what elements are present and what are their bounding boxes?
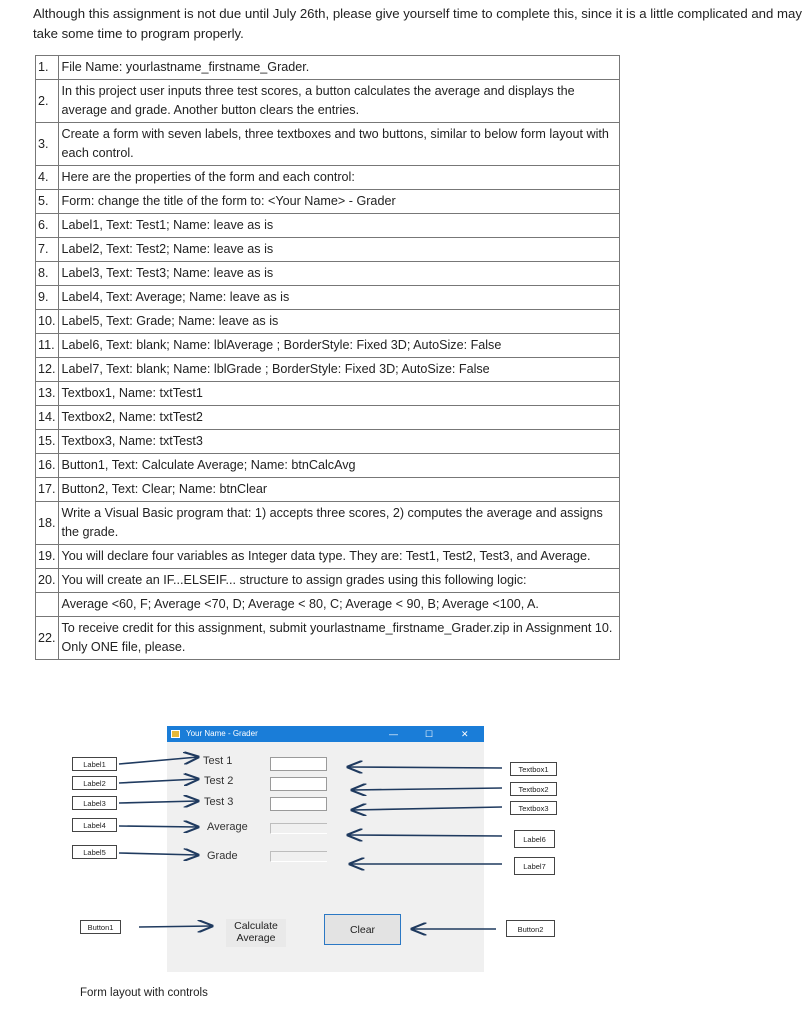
step-number: 12. [36,358,59,382]
arrow-label2 [119,779,198,783]
step-number: 7. [36,238,59,262]
arrow-button1 [139,926,212,927]
step-number: 13. [36,382,59,406]
maximize-icon[interactable]: ☐ [425,729,434,739]
step-number: 22. [36,617,59,660]
step-number: 5. [36,190,59,214]
step-text: Button2, Text: Clear; Name: btnClear [58,478,619,502]
arrow-textbox3 [352,807,502,810]
step-text: You will declare four variables as Integer data type. They are: Test1, Test2, Test3, and Average. [58,545,619,569]
minimize-icon[interactable]: — [389,729,398,739]
callout-label5: Label5 [72,845,117,859]
step-text: You will create an IF...ELSEIF... structure to assign grades using this following logic: [58,569,619,593]
step-number: 15. [36,430,59,454]
form-label-test1: Test 1 [203,755,233,767]
step-number: 19. [36,545,59,569]
step-number: 2. [36,80,59,123]
step-number: 20. [36,569,59,593]
callout-label6: Label6 [514,830,555,848]
arrow-label5 [119,853,198,855]
form-label-average: Average [207,821,248,833]
arrow-label1 [119,757,198,764]
form-label-test3: Test 3 [204,796,234,808]
step-number: 8. [36,262,59,286]
step-text: Textbox2, Name: txtTest2 [58,406,619,430]
intro-text: Although this assignment is not due until July 26th, please give yourself time to complete this, since it is a little complicated and may take some time to program properly. [33,6,802,41]
form-label-test2: Test 2 [204,775,234,787]
step-text: Form: change the title of the form to: <Your Name> - Grader [58,190,619,214]
step-text: Label6, Text: blank; Name: lblAverage ; BorderStyle: Fixed 3D; AutoSize: False [58,334,619,358]
step-text: Label3, Text: Test3; Name: leave as is [58,262,619,286]
callout-label2: Label2 [72,776,117,790]
step-number: 14. [36,406,59,430]
callout-label4: Label4 [72,818,117,832]
step-text: Here are the properties of the form and each control: [58,166,619,190]
step-text: Label4, Text: Average; Name: leave as is [58,286,619,310]
form-calculate-average-button[interactable]: Calculate Average [226,919,286,947]
step-text: Textbox3, Name: txtTest3 [58,430,619,454]
callout-label7: Label7 [514,857,555,875]
arrow-label4 [119,826,198,827]
close-icon[interactable]: ✕ [461,729,469,739]
step-text: File Name: yourlastname_firstname_Grader. [58,56,619,80]
step-text: Label2, Text: Test2; Name: leave as is [58,238,619,262]
step-text: Label5, Text: Grade; Name: leave as is [58,310,619,334]
form-label-grade: Grade [207,850,238,862]
step-number: 9. [36,286,59,310]
callout-label1: Label1 [72,757,117,771]
callout-button2: Button2 [506,920,555,937]
step-number: 10. [36,310,59,334]
step-text: Label7, Text: blank; Name: lblGrade ; BorderStyle: Fixed 3D; AutoSize: False [58,358,619,382]
step-number: 17. [36,478,59,502]
arrow-textbox2 [352,788,502,790]
form-title: Your Name - Grader [186,729,258,738]
step-number: 4. [36,166,59,190]
arrow-label3 [119,801,198,803]
step-text: Write a Visual Basic program that: 1) accepts three scores, 2) computes the average and assigns the grade. [58,502,619,545]
step-number: 6. [36,214,59,238]
form-clear-button[interactable]: Clear [324,914,401,945]
step-text: Textbox1, Name: txtTest1 [58,382,619,406]
step-text: Label1, Text: Test1; Name: leave as is [58,214,619,238]
arrow-textbox1 [348,767,502,768]
step-number: 16. [36,454,59,478]
figure-caption: Form layout with controls [80,987,208,999]
step-number: 11. [36,334,59,358]
arrow-label6 [348,835,502,836]
step-number: 3. [36,123,59,166]
step-text: In this project user inputs three test scores, a button calculates the average and displays the average and grade. Another button clears the entries. [58,80,619,123]
step-text: Average <60, F; Average <70, D; Average < 80, C; Average < 90, B; Average <100, A. [58,593,619,617]
callout-textbox1: Textbox1 [510,762,557,776]
step-text: Create a form with seven labels, three textboxes and two buttons, similar to below form layout with each control. [58,123,619,166]
step-text: Button1, Text: Calculate Average; Name: btnCalcAvg [58,454,619,478]
step-number: 1. [36,56,59,80]
callout-button1: Button1 [80,920,121,934]
step-text: To receive credit for this assignment, submit yourlastname_firstname_Grader.zip in Assignment 10. Only ONE file, please. [58,617,619,660]
step-number: 18. [36,502,59,545]
callout-label3: Label3 [72,796,117,810]
callout-textbox3: Textbox3 [510,801,557,815]
callout-textbox2: Textbox2 [510,782,557,796]
